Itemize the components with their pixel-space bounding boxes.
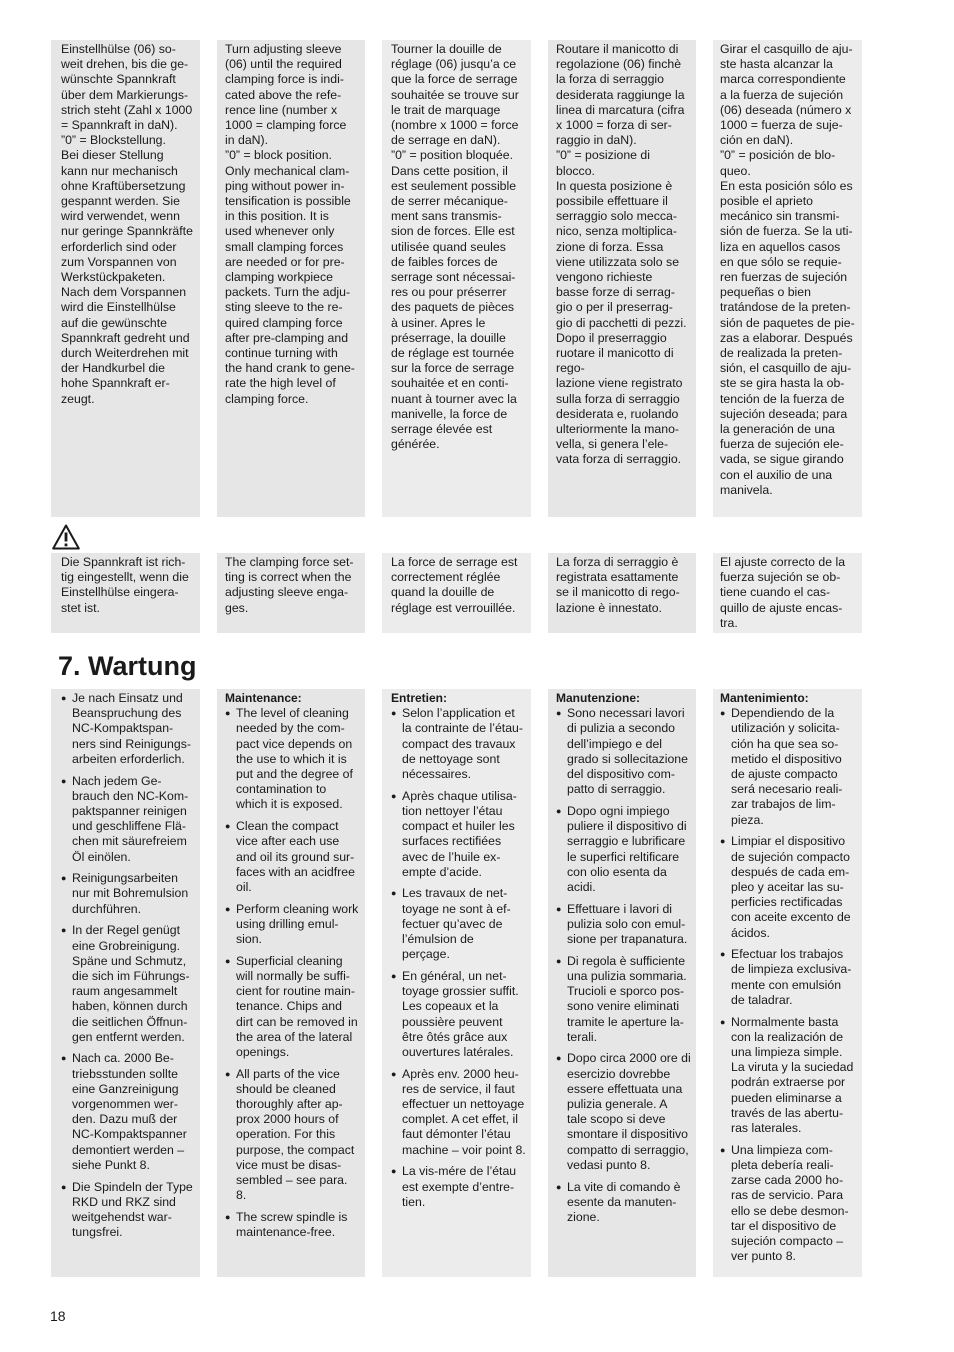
intro-column-es bbox=[713, 40, 862, 517]
page-number: 18 bbox=[50, 1308, 66, 1324]
warning-column-de bbox=[51, 553, 200, 633]
warning-column-it bbox=[548, 553, 696, 633]
warning-text-es: El ajuste correcto de la fuerza sujeción se ob- tiene cuando el cas- quillo de ajuste encas- tra. bbox=[720, 555, 846, 630]
intro-column-it bbox=[548, 40, 696, 517]
list-item: ● Perform cleaning work using drilling emul- sion. bbox=[225, 902, 363, 948]
intro-text-de: Einstellhülse (06) so- weit drehen, bis die ge- wünschte Spannkraft über dem Markierungs- strich steht (Zahl x 1000 = Spannkraft in daN). ”0” = Blockstellung. Bei dieser Stellung kann nur mechanisch ohne Kraftübersetzung gespannt werden. Sie wird verwendet, wenn nur geringe Spannkräfte erforderlich sind oder zum Vorspannen von Werkstückpaketen. Nach dem Vorspannen wird die Einstellhülse auf die gewünschte Spannkraft gedreht und durch Weiterdrehen mit der Handkurbel die hohe Spannkraft er- zeugt. bbox=[61, 42, 193, 406]
intro-column-fr bbox=[382, 40, 531, 517]
maintenance-list-en bbox=[225, 706, 363, 1240]
intro-text-es: Girar el casquillo de aju- ste hasta alcanzar la marca correspondiente a la fuerza de sujeción (06) deseada (número x 1000 = fuerza de suje- ción en daN). ”0” = posición de blo- queo. En esta posición sólo es posible el aprieto mecánico sin transmi- sión de fuerza. Se la uti- liza en aquellos casos en que sólo se requie- ren fuerzas de sujeción pequeñas o bien tratándose de la preten- sión de paquetes de pie- zas a elaborar. Después de realizada la preten- sión, el casquillo de aju- ste se gira hasta la ob- tención de la fuerza de sujeción deseada; para la generación de una fuerza de sujeción ele- vada, se sigue girando con el auxilio de una manivela. bbox=[720, 42, 855, 497]
maintenance-list-fr bbox=[391, 706, 529, 1210]
list-item: ● Una limpieza com- pleta debería reali- zarse cada 2000 ho- ras de servicio. Para ello se debe desmon- tar el dispositivo de sujeción compacto – ver punto 8. bbox=[720, 1143, 860, 1265]
warning-triangle-icon bbox=[52, 524, 80, 550]
maintenance-list-es bbox=[720, 706, 860, 1264]
list-item: ● Limpiar el dispositivo de sujeción compacto después de cada em- pleo y aceitar las su- perficies rectificadas con aceite excento de ácidos. bbox=[720, 834, 860, 940]
intro-text-fr: Tourner la douille de réglage (06) jusqu’a ce que la force de serrage souhaitée se trouve sur le trait de marquage (nombre x 1000 = force de serrage en daN). ”0” = position bloquée. Dans cette position, il est seulement possible de serrer mécanique- ment sans transmis- sion de forces. Elle est utilisée quand seules de faibles forces de serrage sont nécessai- res ou pour préserrer des paquets de pièces à usiner. Apres le préserrage, la douille de réglage est tournée sur la force de serrage souhaitée et en conti- nuant à tourner avec la manivelle, la force de serrage élevée est générée. bbox=[391, 42, 519, 452]
list-item: ● En général, un net- toyage grossier suffit. Les copeaux et la poussière peuvent être ôtés grâce aux ouvertures latérales. bbox=[391, 969, 529, 1060]
warning-text-it: La forza di serraggio è registrata esattamente se il manicotto di rego- lazione è innestato. bbox=[556, 555, 680, 615]
warning-text-fr: La force de serrage est correctement réglée quand la douille de réglage est verrouillée. bbox=[391, 555, 518, 615]
maintenance-heading-en: Maintenance: bbox=[225, 691, 302, 705]
intro-text-en: Turn adjusting sleeve (06) until the required clamping force is indi- cated above the refe- rence line (number x 1000 = clamping force in daN). ”0” = block position. Only mechanical clam- ping without power in- tensification is possible in this position. It is used whenever only small clamping forces are needed or for pre- clamping workpiece packets. Turn the adju- sting sleeve to the re- quired clamping force after pre-clamping and continue turning with the hand crank to gene- rate the high level of clamping force. bbox=[225, 42, 355, 406]
section-title: 7. Wartung bbox=[58, 651, 197, 681]
list-item: ● Nach jedem Ge- brauch den NC-Kom- paktspanner reinigen und geschliffene Flä- chen mit säurefreiem Öl einölen. bbox=[61, 774, 198, 865]
intro-column-en bbox=[217, 40, 365, 517]
warning-column-en bbox=[217, 553, 365, 633]
warning-text-de: Die Spannkraft ist rich- tig eingestellt, wenn die Einstellhülse eingera- stet ist. bbox=[61, 555, 189, 615]
list-item: ● Nach ca. 2000 Be- triebsstunden sollte eine Ganzreinigung vorgenommen wer- den. Dazu muß der NC-Kompaktspanner demontiert werden – siehe Punkt 8. bbox=[61, 1051, 198, 1173]
maintenance-column-de bbox=[51, 689, 200, 1277]
list-item: ● Dopo ogni impiego puliere il dispositivo di serraggio e lubrificare le superfici reltificare con olio esenta da acidi. bbox=[556, 804, 694, 895]
maintenance-heading-es: Mantenimiento: bbox=[720, 691, 809, 705]
list-item: ● Selon l’application et la contrainte de l’étau- compact des travaux de nettoyage sont nécessaires. bbox=[391, 706, 529, 782]
list-item: ● Après env. 2000 heu- res de service, il faut effectuer un nettoyage complet. A cet effet, il faut démonter l’étau machine – voir point 8. bbox=[391, 1067, 529, 1158]
list-item: ● All parts of the vice should be cleaned thoroughly after ap- prox 2000 hours of operation. For this purpose, the compact vice must be disas- sembled – see para. 8. bbox=[225, 1067, 363, 1204]
list-item: ● Dopo circa 2000 ore di esercizio dovrebbe essere effettuata una pulizia generale. A tale scopo si deve smontare il dispositivo compatto di serraggio, vedasi punto 8. bbox=[556, 1051, 694, 1173]
list-item: ● Dependiendo de la utilización y solicita- ción ha que sea so- metido el dispositivo de ajuste compacto será necesario reali- zar trabajos de lim- pieza. bbox=[720, 706, 860, 828]
list-item: ● Normalmente basta con la realización de una limpieza simple. La viruta y la suciedad podrán extraerse por pueden eliminarse a través de las abertu- ras laterales. bbox=[720, 1015, 860, 1137]
list-item: ● La vis-mére de l’étau est exempte d’entre- tien. bbox=[391, 1164, 529, 1210]
list-item: ● La vite di comando è esente da manuten- zione. bbox=[556, 1180, 694, 1226]
maintenance-list-it bbox=[556, 706, 694, 1225]
warning-text-en: The clamping force set- ting is correct when the adjusting sleeve enga- ges. bbox=[225, 555, 354, 615]
warning-column-fr bbox=[382, 553, 531, 633]
maintenance-column-it bbox=[548, 689, 696, 1277]
list-item: ● Clean the compact vice after each use and oil its ground sur- faces with an acidfree oil. bbox=[225, 819, 363, 895]
maintenance-column-en bbox=[217, 689, 365, 1277]
list-item: ● Après chaque utilisa- tion nettoyer l’étau compact et huiler les surfaces rectifiées avec de l’huile ex- empte d’acide. bbox=[391, 789, 529, 880]
intro-column-de bbox=[51, 40, 200, 517]
list-item: ● Superficial cleaning will normally be suffi- cient for routine main- tenance. Chips and dirt can be removed in the area of the lateral openings. bbox=[225, 954, 363, 1060]
maintenance-column-es bbox=[713, 689, 862, 1277]
maintenance-column-fr bbox=[382, 689, 531, 1277]
intro-text-it: Routare il manicotto di regolazione (06) finchè la forza di serraggio desiderata raggiunge la linea di marcatura (cifra x 1000 = forza di ser- raggio in daN). ”0” = posizione di blocco. In questa posizione è possibile effettuare il serraggio solo mecca- nico, senza moltiplica- zione di forza. Essa viene utilizzata solo se vengono richieste basse forze di serrag- gio o per il preserrag- gio di pacchetti di pezzi. Dopo il preserraggio ruotare il manicotto di rego- lazione viene registrato sulla forza di serraggio desiderata e, ruolando ulteriormente la mano- vella, si genera l’ele- vata forza di serraggio. bbox=[556, 42, 687, 467]
list-item: ● Les travaux de net- toyage ne sont à ef- fectuer qu’avec de l’émulsion de perçage. bbox=[391, 886, 529, 962]
list-item: ● Di regola è sufficiente una pulizia sommaria. Trucioli e sporco pos- sono venire eliminati tramite le aperture la- terali. bbox=[556, 954, 694, 1045]
list-item: ● Sono necessari lavori di pulizia a secondo dell’impiego e del grado si sollecitazione del dispositivo com- patto di serraggio. bbox=[556, 706, 694, 797]
list-item: ● Reinigungsarbeiten nur mit Bohremulsion durchführen. bbox=[61, 871, 198, 917]
list-item: ● Die Spindeln der Type RKD und RKZ sind weitgehendst war- tungsfrei. bbox=[61, 1180, 198, 1241]
warning-column-es bbox=[713, 553, 862, 633]
maintenance-heading-it: Manutenzione: bbox=[556, 691, 640, 705]
list-item: ● The level of cleaning needed by the com- pact vice depends on the use to which it is put and the degree of contamination to which it is exposed. bbox=[225, 706, 363, 812]
list-item: ● In der Regel genügt eine Grobreinigung. Späne und Schmutz, die sich im Führungs- raum angesammelt haben, können durch die seitlichen Öffnun- gen entfernt werden. bbox=[61, 923, 198, 1045]
maintenance-list-de bbox=[61, 691, 198, 1240]
list-item: ● Efectuar los trabajos de limpieza exclusiva- mente con emulsión de taladrar. bbox=[720, 947, 860, 1008]
list-item: ● The screw spindle is maintenance-free. bbox=[225, 1210, 363, 1240]
list-item: ● Je nach Einsatz und Beanspruchung des NC-Kompaktspan- ners sind Reinigungs- arbeiten erforderlich. bbox=[61, 691, 198, 767]
maintenance-heading-fr: Entretien: bbox=[391, 691, 448, 705]
list-item: ● Effettuare i lavori di pulizia solo con emul- sione per trapanatura. bbox=[556, 902, 694, 948]
